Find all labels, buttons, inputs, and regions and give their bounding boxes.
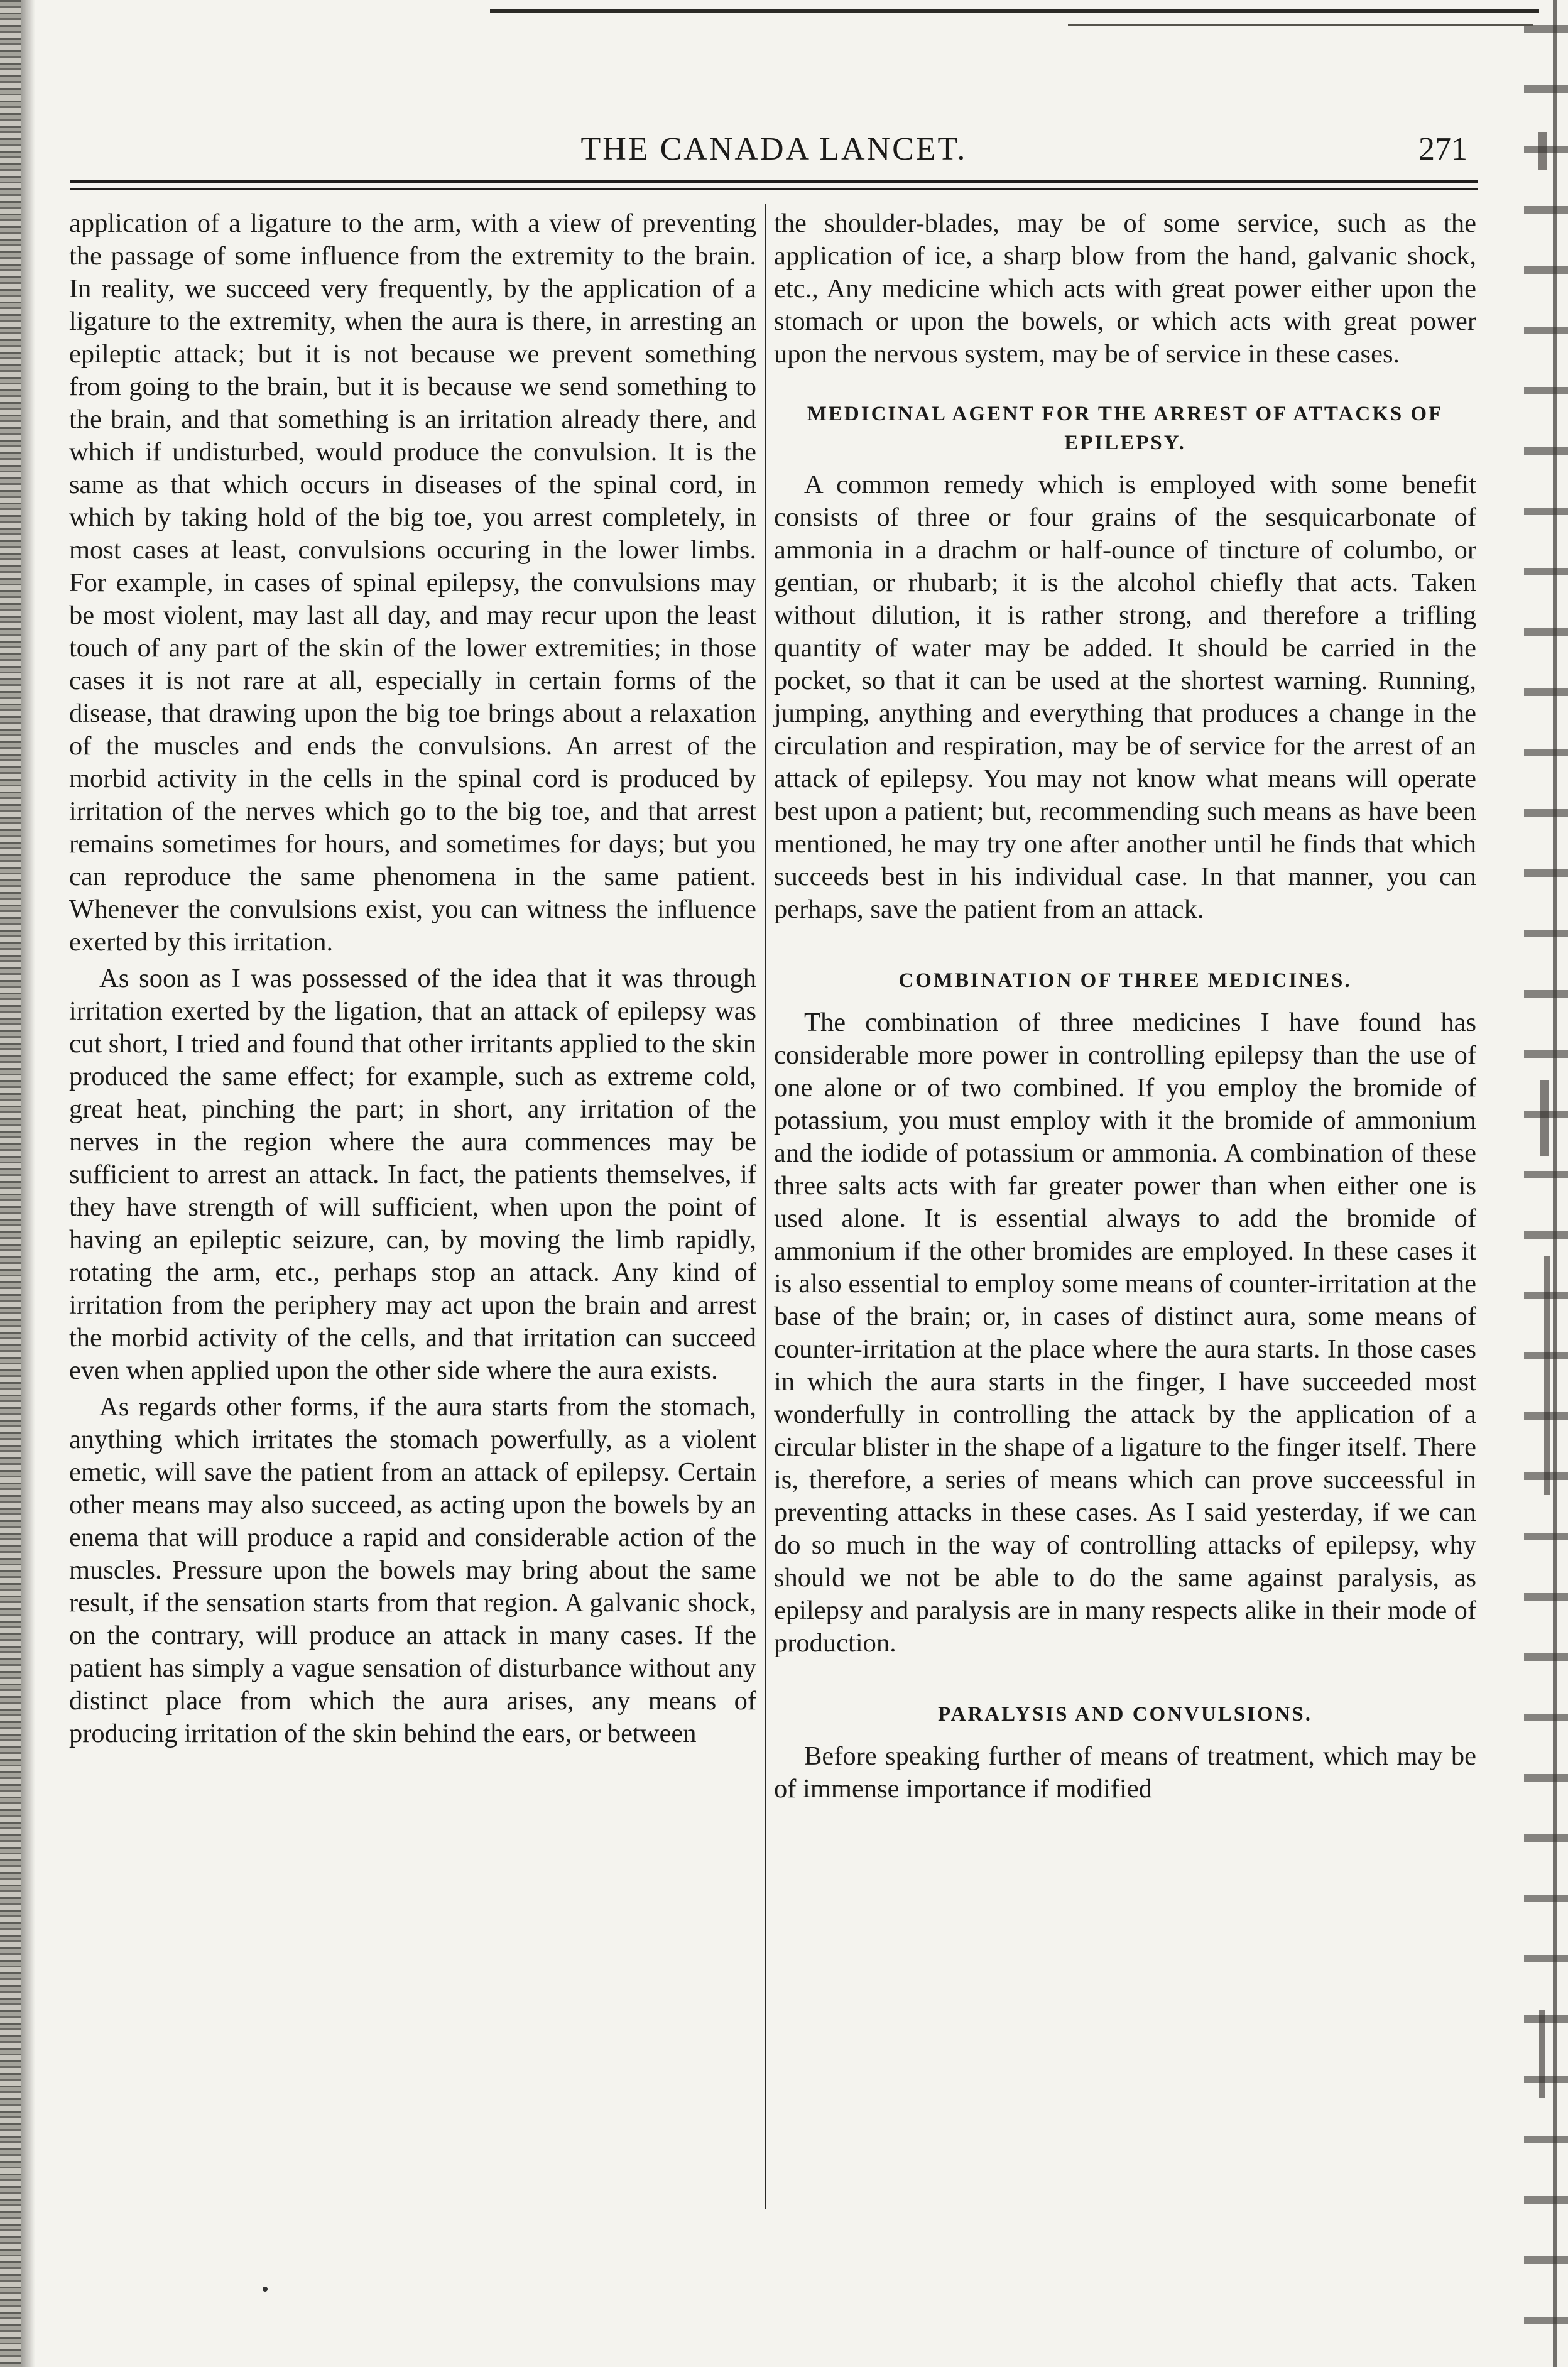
spacer <box>774 930 1476 966</box>
paragraph: the shoulder-blades, may be of some service, such as the application of ice, a sharp blow from the hand, galvanic shock, etc., Any medicine which acts with great power either upon the stomach or upon the bowels, or which acts with great power upon the nervous system, may be of service in these cases. <box>774 209 1476 369</box>
journal-title: THE CANADA LANCET. <box>580 131 967 167</box>
bleed-mark <box>1544 1256 1550 1495</box>
spacer <box>774 1663 1476 1700</box>
paragraph: As regards other forms, if the aura starts from the stomach, anything which irritates the stomach powerfully, as a violent emetic, will save the patient from an attack of epilepsy. Certain other means may also succeed, as acting upon the bowels by an enema that will produce a rapid and considerable action of the muscles. Pressure upon the bowels may bring about the same result, if the sensation starts from that region. A galvanic shock, on the contrary, will produce an attack in many cases. If the patient has simply a vague sensation of disturbance without any distinct place from which the aura arises, any means of producing irritation of the skin behind the ears, or between <box>69 1392 756 1748</box>
spacer <box>774 457 1476 469</box>
paragraph: A common remedy which is employed with some benefit consists of three or four grains of the sesquicarbonate of ammonia in a drachm or half-ounce of tincture of columbo, or gentian, or rhubarb; it is the alcohol chiefly that acts. Taken without dilution, it is rather strong, and therefore a trifling quantity of water may be added. It should be carried in the pocket, so that it can be used at the shortest warning. Running, jumping, anything and everything that produces a change in the circulation and respiration, may be of service for the arrest of an attack of epilepsy. You may not know what means will operate best upon a patient; but, recommending such means as have been mentioned, he may try one after another until he finds that which succeeds best in his individual case. In that manner, you can perhaps, save the patient from an attack. <box>774 470 1476 924</box>
paragraph: Before speaking further of means of treatment, which may be of immense importance if modified <box>774 1741 1476 1804</box>
section-heading: COMBINATION OF THREE MEDICINES. <box>898 969 1352 992</box>
header-rule-thick <box>70 180 1478 183</box>
top-scan-rule <box>490 9 1539 13</box>
column-divider <box>765 204 766 2209</box>
scan-speck <box>263 2287 268 2292</box>
bleed-mark <box>1538 132 1547 170</box>
right-column <box>774 207 1476 1809</box>
paragraph: application of a ligature to the arm, with a view of preventing the passage of some influence from the extremity to the brain. In reality, we succeed very frequently, by the application of a ligature to the extremity, when the aura is there, in arresting an epileptic attack; but it is not because we prevent something from going to the brain, but it is because we send something to the brain, and that something is an irritation already there, and which if undisturbed, would produce the convulsion. It is the same as that which occurs in diseases of the spinal cord, in which by taking hold of the big toe, you arrest completely, in most cases at least, convulsions occuring in the lower limbs. For example, in cases of spinal epilepsy, the convulsions may be most violent, may last all day, and may recur upon the least touch of any part of the skin of the lower extremities; in those cases it is not rare at all, especially in certain forms of the disease, that drawing upon the big toe brings about a relaxation of the muscles and ends the convulsions. An arrest of the morbid activity in the cells in the spinal cord is produced by irritation of the nerves which go to the big toe, and that arrest remains sometimes for hours, and sometimes for days; but you can reproduce the same phenomena in the same patient. Whenever the convulsions exist, you can witness the influence exerted by this irritation. <box>69 209 756 957</box>
binding-line <box>1553 0 1557 2367</box>
top-scan-rule-thin <box>1068 24 1533 26</box>
spacer <box>774 995 1476 1006</box>
section-heading: PARALYSIS AND CONVULSIONS. <box>937 1703 1313 1726</box>
page-number: 271 <box>1418 131 1467 167</box>
running-header <box>70 128 1478 172</box>
left-column <box>69 207 756 1754</box>
bleed-mark <box>1539 2010 1545 2098</box>
header-rule-thin <box>70 188 1478 190</box>
section-heading: MEDICINAL AGENT FOR THE ARREST OF ATTACKS OF EPILEPSY. <box>807 403 1444 454</box>
page-binding-edge-right <box>1524 0 1568 2367</box>
spacer <box>774 1729 1476 1740</box>
spacer <box>774 374 1476 400</box>
paragraph: The combination of three medicines I have found has considerable more power in controlling epilepsy than the use of one alone or of two combined. If you employ the bromide of potassium, you must employ with it the bromide of ammonium and the iodide of potassium or ammonia. A combination of these three salts acts with far greater power than when either one is used alone. It is essential always to add the bromide of ammonium if the other bromides are employed. In these cases it is also essential to employ some means of counter-irritation at the base of the brain; or, in cases of distinct aura, some means of counter-irritation at the place where the aura starts. In those cases in which the aura starts in the finger, I have succeeded most wonderfully in controlling the attack by the application of a circular blister in the shape of a ligature to the finger itself. There is, therefore, a series of means which can prove succeessful in preventing attacks in these cases. As I said yesterday, if we can do so much in the way of controlling attacks of epilepsy, why should we not be able to do the same against paralysis, as epilepsy and paralysis are in many respects alike in their mode of production. <box>774 1008 1476 1658</box>
binding-shadow <box>21 0 35 2367</box>
page-binding-edge-left <box>0 0 21 2367</box>
bleed-mark <box>1540 1080 1549 1156</box>
paragraph: As soon as I was possessed of the idea that it was through irritation exerted by the ligation, that an attack of epilepsy was cut short, I tried and found that other irritants applied to the skin produced the same effect; for example, such as extreme cold, great heat, pinching the part; in short, any irritation of the nerves in the region where the aura commences may be sufficient to arrest an attack. In fact, the patients themselves, if they have strength of will sufficient, when upon the point of having an epileptic seizure, can, by moving the limb rapidly, rotating the arm, etc., perhaps stop an attack. Any kind of irritation from the periphery may act upon the brain and arrest the morbid activity of the cells, and that irritation can succeed even when applied upon the other side where the aura exists. <box>69 964 756 1385</box>
